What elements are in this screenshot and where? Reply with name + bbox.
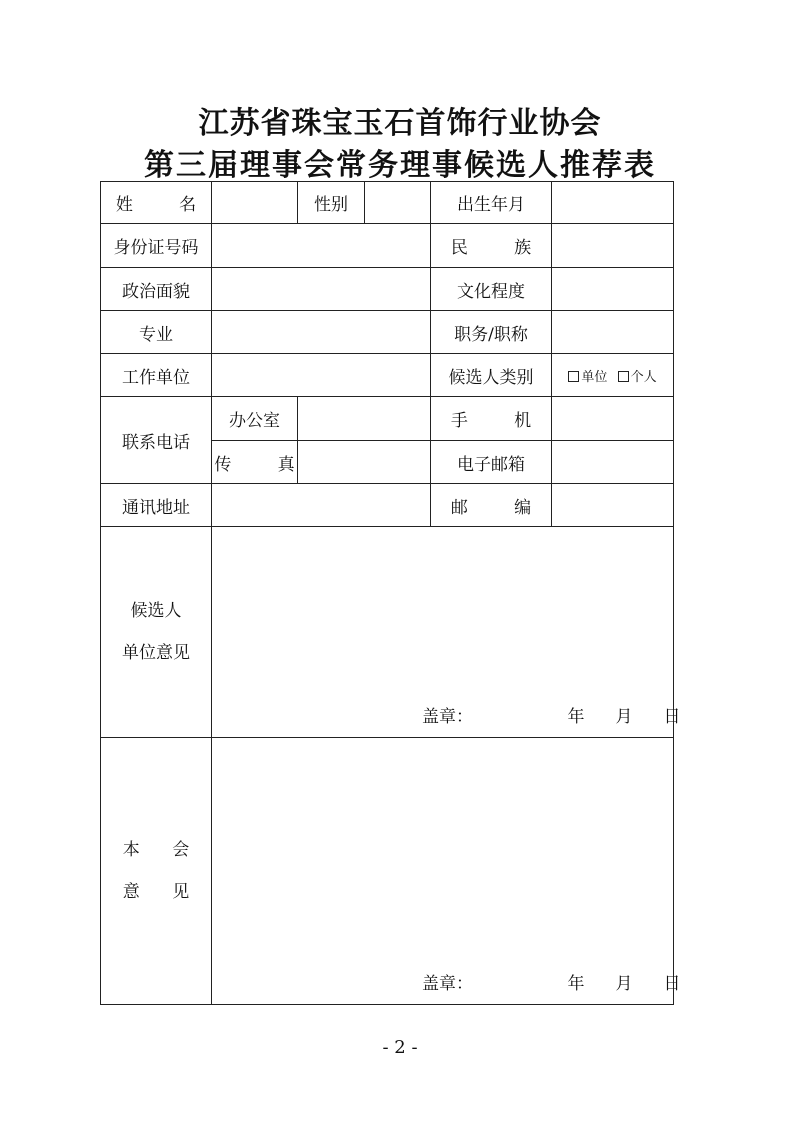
political-value[interactable]	[212, 268, 431, 311]
office-label: 办公室	[212, 397, 298, 441]
education-value[interactable]	[552, 268, 674, 311]
row-workplace	[101, 354, 674, 397]
unit-opinion-label: 候选人 单位意见	[101, 527, 212, 738]
address-value[interactable]	[212, 484, 431, 527]
ethnicity-value[interactable]	[552, 224, 674, 268]
position-label: 职务/职称	[431, 311, 552, 354]
recommendation-form-table	[100, 181, 681, 1005]
association-stamp-line: 盖章： 年 月 日	[422, 974, 681, 994]
row-name	[101, 182, 674, 224]
education-label: 文化程度	[431, 268, 552, 311]
row-id	[101, 224, 674, 268]
unit-opinion-value[interactable]	[212, 527, 681, 738]
political-label: 政治面貌	[101, 268, 212, 311]
fax-value[interactable]	[298, 441, 431, 484]
postcode-label: 邮 编	[431, 484, 552, 527]
row-address	[101, 484, 674, 527]
category-label: 候选人类别	[431, 354, 552, 397]
workplace-label: 工作单位	[101, 354, 212, 397]
gender-label: 性别	[298, 182, 365, 224]
row-political	[101, 268, 674, 311]
page-number: - 2 -	[382, 1037, 418, 1058]
birth-value[interactable]	[552, 182, 674, 224]
association-opinion-label: 本 会 意 见	[101, 738, 212, 1005]
category-option-individual[interactable]: 个人	[618, 370, 657, 385]
ethnicity-label: 民 族	[431, 224, 552, 268]
fax-label: 传 真	[212, 441, 298, 484]
unit-stamp-line: 盖章： 年 月 日	[422, 707, 681, 727]
postcode-value[interactable]	[552, 484, 674, 527]
row-association-opinion	[101, 738, 674, 1005]
row-unit-opinion	[101, 527, 674, 738]
checkbox-icon[interactable]	[618, 371, 629, 382]
row-phone-office	[101, 397, 674, 441]
mobile-label: 手 机	[431, 397, 552, 441]
address-label: 通讯地址	[101, 484, 212, 527]
name-value[interactable]	[212, 182, 298, 224]
position-value[interactable]	[552, 311, 674, 354]
row-major	[101, 311, 674, 354]
office-value[interactable]	[298, 397, 431, 441]
id-number-label: 身份证号码	[101, 224, 212, 268]
phone-label: 联系电话	[101, 397, 212, 484]
gender-value[interactable]	[365, 182, 431, 224]
document-title-line2: 第三届理事会常务理事候选人推荐表	[144, 148, 656, 183]
workplace-value[interactable]	[212, 354, 431, 397]
id-number-value[interactable]	[212, 224, 431, 268]
association-opinion-value[interactable]	[212, 738, 681, 1005]
birth-label: 出生年月	[431, 182, 552, 224]
checkbox-icon[interactable]	[568, 371, 579, 382]
major-value[interactable]	[212, 311, 431, 354]
category-option-unit[interactable]: 单位	[568, 370, 607, 385]
major-label: 专业	[101, 311, 212, 354]
category-options	[552, 354, 674, 397]
email-value[interactable]	[552, 441, 674, 484]
document-title-line1: 江苏省珠宝玉石首饰行业协会	[198, 106, 602, 141]
mobile-value[interactable]	[552, 397, 674, 441]
name-label: 姓 名	[101, 182, 212, 224]
email-label: 电子邮箱	[431, 441, 552, 484]
